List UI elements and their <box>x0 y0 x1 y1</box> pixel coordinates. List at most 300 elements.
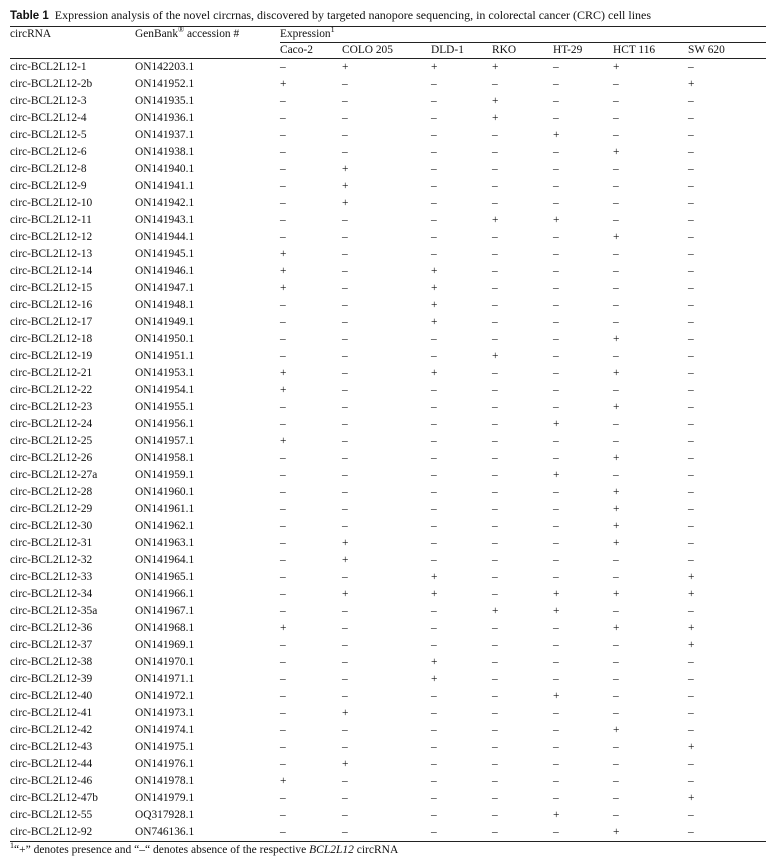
table-row <box>10 535 766 552</box>
expression-value: – <box>280 639 286 651</box>
expression-value: – <box>688 265 694 277</box>
expression-value: – <box>492 792 498 804</box>
expression-footnote-mark: 1 <box>330 25 335 35</box>
table-row <box>10 807 766 824</box>
expression-value: – <box>342 486 348 498</box>
expression-value: – <box>492 656 498 668</box>
expression-value: – <box>431 384 437 396</box>
expression-value: – <box>492 282 498 294</box>
expression-value: – <box>492 707 498 719</box>
expression-value: – <box>553 452 559 464</box>
table-row <box>10 824 766 842</box>
expression-value: + <box>342 61 349 73</box>
table-row <box>10 59 766 77</box>
expression-value: – <box>688 282 694 294</box>
accession-number: ON141952.1 <box>135 78 195 90</box>
table-row <box>10 246 766 263</box>
expression-value: – <box>492 384 498 396</box>
header-blank <box>10 43 135 59</box>
table-row <box>10 416 766 433</box>
expression-value: – <box>431 605 437 617</box>
expression-value: – <box>688 61 694 73</box>
expression-value: – <box>492 452 498 464</box>
expression-value: – <box>688 146 694 158</box>
expression-value: + <box>431 588 438 600</box>
accession-number: ON141962.1 <box>135 520 195 532</box>
accession-number: ON141972.1 <box>135 690 195 702</box>
expression-value: – <box>553 231 559 243</box>
expression-value: – <box>342 214 348 226</box>
expression-value: – <box>553 384 559 396</box>
expression-value: – <box>280 316 286 328</box>
accession-number: ON141935.1 <box>135 95 195 107</box>
expression-value: – <box>431 469 437 481</box>
expression-value: + <box>553 605 560 617</box>
expression-value: + <box>492 350 499 362</box>
expression-value: + <box>613 146 620 158</box>
expression-value: – <box>342 282 348 294</box>
expression-value: – <box>553 741 559 753</box>
accession-number: ON141957.1 <box>135 435 195 447</box>
expression-value: – <box>688 129 694 141</box>
expression-value: + <box>613 367 620 379</box>
expression-value: – <box>688 435 694 447</box>
expression-value: – <box>688 707 694 719</box>
expression-value: – <box>553 520 559 532</box>
table-row <box>10 688 766 705</box>
expression-value: – <box>553 792 559 804</box>
expression-value: – <box>688 350 694 362</box>
circrna-name: circ-BCL2L12-26 <box>10 452 93 464</box>
expression-value: – <box>553 316 559 328</box>
expression-value: + <box>280 384 287 396</box>
expression-value: – <box>280 758 286 770</box>
accession-number: ON141960.1 <box>135 486 195 498</box>
header-cell-line: Caco-2 <box>280 43 342 59</box>
footnote-text-end: circRNA <box>353 844 399 856</box>
expression-value: – <box>280 707 286 719</box>
expression-value: – <box>688 163 694 175</box>
expression-value: + <box>342 180 349 192</box>
expression-value: – <box>613 299 619 311</box>
expression-value: – <box>688 809 694 821</box>
expression-value: – <box>431 809 437 821</box>
expression-value: – <box>688 690 694 702</box>
expression-value: – <box>280 724 286 736</box>
expression-value: – <box>431 486 437 498</box>
circrna-name: circ-BCL2L12-92 <box>10 824 135 842</box>
expression-value: – <box>492 248 498 260</box>
expression-value: + <box>553 809 560 821</box>
expression-value: + <box>280 282 287 294</box>
header-cell-line: RKO <box>492 43 553 59</box>
expression-value: – <box>431 418 437 430</box>
accession-number: ON141950.1 <box>135 333 195 345</box>
table-row <box>10 280 766 297</box>
expression-value: – <box>688 520 694 532</box>
circrna-name: circ-BCL2L12-31 <box>10 537 93 549</box>
expression-value: – <box>492 418 498 430</box>
header-expression: Expression$^1$ <box>280 27 766 43</box>
accession-number: ON141949.1 <box>135 316 195 328</box>
expression-value: – <box>342 792 348 804</box>
expression-value: – <box>613 316 619 328</box>
expression-value: – <box>280 503 286 515</box>
header-cell-line: HCT 116 <box>613 43 688 59</box>
expression-value: – <box>342 112 348 124</box>
expression-value: – <box>280 129 286 141</box>
table-footnote <box>10 843 766 857</box>
expression-value: – <box>613 418 619 430</box>
circrna-name: circ-BCL2L12-43 <box>10 741 93 753</box>
table-row <box>10 552 766 569</box>
expression-value: – <box>688 554 694 566</box>
expression-value: – <box>553 333 559 345</box>
expression-value: – <box>342 435 348 447</box>
expression-value: – <box>553 537 559 549</box>
expression-value: – <box>688 316 694 328</box>
circrna-name: circ-BCL2L12-41 <box>10 707 93 719</box>
header-blank <box>135 43 280 59</box>
expression-value: – <box>492 571 498 583</box>
expression-value: + <box>613 588 620 600</box>
expression-value: – <box>688 401 694 413</box>
accession-number: ON141938.1 <box>135 146 195 158</box>
header-cell-line: COLO 205 <box>342 43 431 59</box>
expression-value: – <box>553 282 559 294</box>
table-title: Expression analysis of the novel circrnas, discovered by targeted nanopore sequencing, in colorectal cancer (CRC) cell lines <box>54 8 652 22</box>
table-row <box>10 654 766 671</box>
header-cell-line: HT-29 <box>553 43 613 59</box>
expression-value: – <box>280 61 286 73</box>
expression-value: + <box>280 622 287 634</box>
expression-value: + <box>280 367 287 379</box>
expression-value: – <box>492 367 498 379</box>
expression-value: – <box>553 146 559 158</box>
expression-value: + <box>613 824 688 842</box>
footnote-text: “+” denotes presence and “–“ denotes absence of the respective <box>14 844 310 856</box>
expression-value: – <box>280 588 286 600</box>
circrna-name: circ-BCL2L12-10 <box>10 197 93 209</box>
expression-value: – <box>688 197 694 209</box>
expression-value: – <box>553 95 559 107</box>
table-row <box>10 586 766 603</box>
expression-value: – <box>553 554 559 566</box>
expression-value: – <box>553 197 559 209</box>
circrna-name: circ-BCL2L12-21 <box>10 367 93 379</box>
accession-number: ON141948.1 <box>135 299 195 311</box>
expression-value: – <box>492 758 498 770</box>
expression-value: – <box>492 775 498 787</box>
accession-number: ON141966.1 <box>135 588 195 600</box>
table-row <box>10 603 766 620</box>
expression-value: + <box>613 503 620 515</box>
expression-value: – <box>553 180 559 192</box>
expression-value: – <box>688 758 694 770</box>
expression-value: – <box>613 571 619 583</box>
circrna-name: circ-BCL2L12-38 <box>10 656 93 668</box>
circrna-name: circ-BCL2L12-18 <box>10 333 93 345</box>
expression-value: – <box>553 707 559 719</box>
expression-value: – <box>280 605 286 617</box>
expression-value: – <box>613 129 619 141</box>
expression-value: – <box>280 486 286 498</box>
expression-value: – <box>553 112 559 124</box>
expression-value: – <box>613 350 619 362</box>
expression-value: – <box>613 758 619 770</box>
table-row <box>10 722 766 739</box>
expression-value: – <box>431 197 437 209</box>
expression-value: – <box>342 367 348 379</box>
expression-value: – <box>492 824 553 842</box>
table-row <box>10 399 766 416</box>
expression-value: + <box>613 537 620 549</box>
expression-value: + <box>492 61 499 73</box>
expression-value: – <box>492 401 498 413</box>
expression-value: – <box>492 690 498 702</box>
expression-value: – <box>492 231 498 243</box>
circrna-name: circ-BCL2L12-33 <box>10 571 93 583</box>
expression-value: + <box>342 197 349 209</box>
expression-value: – <box>553 622 559 634</box>
expression-value: – <box>280 214 286 226</box>
circrna-name: circ-BCL2L12-30 <box>10 520 93 532</box>
expression-value: + <box>553 214 560 226</box>
expression-value: – <box>613 265 619 277</box>
expression-value: – <box>342 350 348 362</box>
expression-value: – <box>280 537 286 549</box>
expression-value: – <box>431 554 437 566</box>
accession-number: ON141943.1 <box>135 214 195 226</box>
circrna-name: circ-BCL2L12-14 <box>10 265 93 277</box>
expression-value: – <box>280 231 286 243</box>
expression-value: – <box>492 622 498 634</box>
table-row <box>10 501 766 518</box>
circrna-name: circ-BCL2L12-12 <box>10 231 93 243</box>
expression-value: + <box>613 401 620 413</box>
expression-value: – <box>492 554 498 566</box>
accession-number: ON141936.1 <box>135 112 195 124</box>
expression-value: + <box>553 418 560 430</box>
expression-value: – <box>342 571 348 583</box>
table-row <box>10 756 766 773</box>
expression-value: – <box>613 78 619 90</box>
expression-value: – <box>688 95 694 107</box>
accession-number: ON141978.1 <box>135 775 195 787</box>
expression-value: – <box>431 95 437 107</box>
expression-value: – <box>492 724 498 736</box>
header-cell-line: SW 620 <box>688 43 766 59</box>
expression-value: – <box>431 690 437 702</box>
circrna-name: circ-BCL2L12-47b <box>10 792 98 804</box>
expression-value: – <box>688 214 694 226</box>
expression-value: – <box>492 520 498 532</box>
expression-value: – <box>431 520 437 532</box>
expression-value: – <box>613 673 619 685</box>
circrna-name: circ-BCL2L12-46 <box>10 775 93 787</box>
accession-number: ON141968.1 <box>135 622 195 634</box>
expression-value: – <box>431 214 437 226</box>
accession-number: ON141940.1 <box>135 163 195 175</box>
expression-value: – <box>553 78 559 90</box>
table-row <box>10 637 766 654</box>
accession-number: ON141947.1 <box>135 282 195 294</box>
expression-value: + <box>613 61 620 73</box>
expression-value: – <box>553 435 559 447</box>
expression-value: + <box>431 316 438 328</box>
circrna-name: circ-BCL2L12-13 <box>10 248 93 260</box>
expression-value: – <box>342 622 348 634</box>
circrna-name: circ-BCL2L12-32 <box>10 554 93 566</box>
accession-number: ON141961.1 <box>135 503 195 515</box>
circrna-name: circ-BCL2L12-44 <box>10 758 93 770</box>
table-body <box>10 59 766 842</box>
expression-value: + <box>688 622 695 634</box>
expression-value: – <box>613 248 619 260</box>
expression-value: – <box>342 146 348 158</box>
expression-value: – <box>342 775 348 787</box>
expression-value: – <box>613 180 619 192</box>
registered-mark: ® <box>178 25 185 35</box>
expression-value: – <box>280 554 286 566</box>
expression-value: – <box>613 214 619 226</box>
expression-value: – <box>613 707 619 719</box>
expression-value: – <box>280 197 286 209</box>
expression-value: – <box>280 401 286 413</box>
expression-value: – <box>553 639 559 651</box>
expression-value: – <box>688 418 694 430</box>
expression-value: – <box>280 95 286 107</box>
expression-value: – <box>431 758 437 770</box>
expression-value: – <box>492 588 498 600</box>
table-row <box>10 297 766 314</box>
expression-value: – <box>492 537 498 549</box>
expression-value: + <box>613 622 620 634</box>
circrna-name: circ-BCL2L12-11 <box>10 214 92 226</box>
expression-value: + <box>280 435 287 447</box>
accession-number: ON141937.1 <box>135 129 195 141</box>
expression-value: – <box>553 724 559 736</box>
accession-number: ON142203.1 <box>135 61 195 73</box>
expression-value: – <box>553 61 559 73</box>
expression-value: – <box>553 401 559 413</box>
expression-value: – <box>492 265 498 277</box>
table-row <box>10 620 766 637</box>
circrna-name: circ-BCL2L12-16 <box>10 299 93 311</box>
expression-value: – <box>431 333 437 345</box>
expression-value: – <box>688 367 694 379</box>
table-row <box>10 382 766 399</box>
expression-value: + <box>431 299 438 311</box>
circrna-name: circ-BCL2L12-4 <box>10 112 87 124</box>
expression-value: – <box>553 367 559 379</box>
expression-value: – <box>280 333 286 345</box>
expression-value: – <box>431 724 437 736</box>
expression-value: + <box>431 673 438 685</box>
circrna-name: circ-BCL2L12-29 <box>10 503 93 515</box>
table-row <box>10 93 766 110</box>
table-row <box>10 518 766 535</box>
table-row <box>10 365 766 382</box>
expression-value: – <box>492 333 498 345</box>
expression-value: + <box>492 112 499 124</box>
expression-value: – <box>280 146 286 158</box>
expression-value: + <box>280 265 287 277</box>
expression-value: + <box>553 469 560 481</box>
expression-value: + <box>280 775 287 787</box>
expression-value: – <box>431 231 437 243</box>
expression-value: – <box>613 163 619 175</box>
accession-number: ON141945.1 <box>135 248 195 260</box>
expression-value: – <box>342 469 348 481</box>
circrna-name: circ-BCL2L12-39 <box>10 673 93 685</box>
expression-value: – <box>492 180 498 192</box>
expression-value: – <box>431 401 437 413</box>
expression-value: – <box>553 758 559 770</box>
expression-value: – <box>342 690 348 702</box>
accession-number: ON141974.1 <box>135 724 195 736</box>
expression-value: + <box>431 265 438 277</box>
table-row <box>10 263 766 280</box>
circrna-name: circ-BCL2L12-5 <box>10 129 87 141</box>
expression-value: – <box>613 656 619 668</box>
table-row <box>10 212 766 229</box>
accession-number: ON141951.1 <box>135 350 195 362</box>
expression-value: – <box>688 452 694 464</box>
circrna-name: circ-BCL2L12-3 <box>10 95 87 107</box>
table-row <box>10 569 766 586</box>
expression-value: – <box>342 384 348 396</box>
table-row <box>10 467 766 484</box>
expression-value: – <box>613 282 619 294</box>
expression-value: – <box>280 469 286 481</box>
expression-value: – <box>688 299 694 311</box>
accession-number: ON141973.1 <box>135 707 195 719</box>
circrna-name: circ-BCL2L12-37 <box>10 639 93 651</box>
expression-value: – <box>342 656 348 668</box>
expression-value: – <box>492 316 498 328</box>
expression-value: – <box>613 197 619 209</box>
circrna-name: circ-BCL2L12-17 <box>10 316 93 328</box>
expression-value: – <box>342 95 348 107</box>
header-cell-line: DLD-1 <box>431 43 492 59</box>
expression-value: – <box>342 231 348 243</box>
expression-value: – <box>280 418 286 430</box>
table-row <box>10 484 766 501</box>
expression-value: + <box>613 452 620 464</box>
expression-value: – <box>342 724 348 736</box>
expression-value: – <box>613 792 619 804</box>
expression-value: + <box>342 537 349 549</box>
expression-value: – <box>280 809 286 821</box>
circrna-name: circ-BCL2L12-36 <box>10 622 93 634</box>
accession-number: ON141942.1 <box>135 197 195 209</box>
table-row <box>10 773 766 790</box>
expression-value: – <box>613 690 619 702</box>
expression-value: – <box>553 571 559 583</box>
expression-value: – <box>342 333 348 345</box>
expression-value: – <box>492 146 498 158</box>
expression-value: – <box>431 503 437 515</box>
expression-value: + <box>431 61 438 73</box>
expression-value: + <box>613 231 620 243</box>
footnote-gene: BCL2L12 <box>309 844 354 856</box>
table-row <box>10 144 766 161</box>
expression-value: – <box>431 112 437 124</box>
expression-value: – <box>431 775 437 787</box>
expression-value: – <box>492 809 498 821</box>
table-row <box>10 178 766 195</box>
